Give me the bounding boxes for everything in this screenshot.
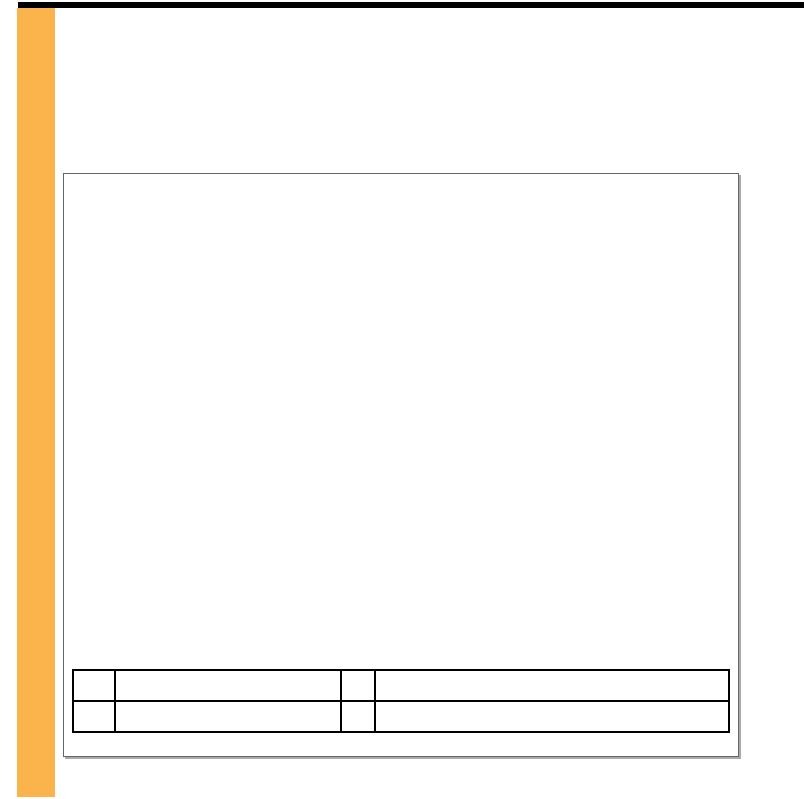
- legend-desc-a: [115, 670, 341, 701]
- legend-key-a: [73, 670, 115, 701]
- legend-desc-empty: [375, 701, 729, 732]
- legend-row: [73, 701, 729, 732]
- legend-desc-c: [115, 701, 341, 732]
- accent-sidebar: [17, 8, 55, 797]
- legend-table: [72, 669, 730, 733]
- page-content: [63, 0, 804, 799]
- legend-desc-b: [375, 670, 729, 701]
- legend-key-b: [341, 670, 375, 701]
- legend-row: [73, 670, 729, 701]
- legend-key-empty: [341, 701, 375, 732]
- figure-frame: [63, 173, 739, 757]
- legend-key-c: [73, 701, 115, 732]
